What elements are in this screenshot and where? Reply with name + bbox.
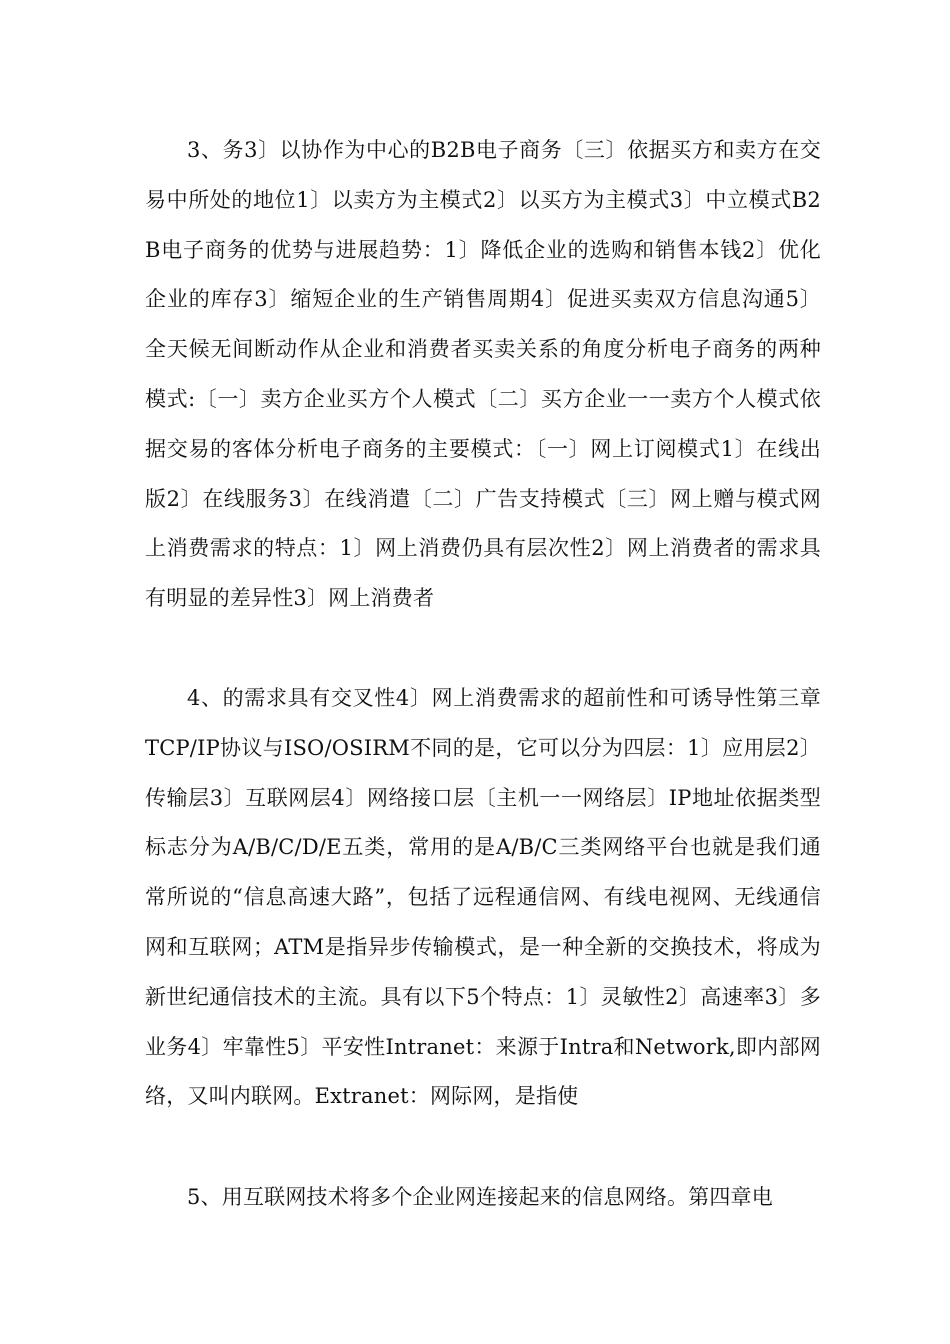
paragraph-3: 3、务3〕以协作为中心的B2B电子商务〔三〕依据买方和卖方在交易中所处的地位1〕以卖方为主模式2〕以买方为主模式3〕中立模式B2B电子商务的优势与进展趋势：1〕降低企业的选购和销售本钱2〕优化企业的库存3〕缩短企业的生产销售周期4〕促进买卖双方信息沟通5〕全天候无间断动作从企业和消费者买卖关系的角度分析电子商务的两种模式:〔一〕卖方企业买方个人模式〔二〕买方企业一一卖方个人模式依据交易的客体分析电子商务的主要模式：〔一〕网上订阅模式1〕在线出版2〕在线服务3〕在线消遣〔二〕广告支持模式〔三〕网上赠与模式网上消费需求的特点：1〕网上消费仍具有层次性2〕网上消费者的需求具有明显的差异性3〕网上消费者 [145, 138, 821, 611]
paragraph-4: 4、的需求具有交叉性4〕网上消费需求的超前性和可诱导性第三章TCP/IP协议与ISO/OSIRM不同的是，它可以分为四层：1〕应用层2〕传输层3〕互联网层4〕网络接口层〔主机一一网络层〕IP地址依据类型标志分为A/B/C/D/E五类，常用的是A/B/C三类网络平台也就是我们通常所说的“信息高速大路”，包括了远程通信网、有线电视网、无线通信网和互联网；ATM是指异步传输模式，是一种全新的交换技术，将成为新世纪通信技术的主流。具有以下5个特点：1〕灵敏性2〕高速率3〕多业务4〕牢靠性5〕平安性Intranet：来源于Intra和Network,即内部网络，又叫内联网。Extranet：网际网，是指使 [145, 686, 821, 1109]
paragraph-5: 5、用互联网技术将多个企业网连接起来的信息网络。第四章电 [187, 1185, 773, 1209]
